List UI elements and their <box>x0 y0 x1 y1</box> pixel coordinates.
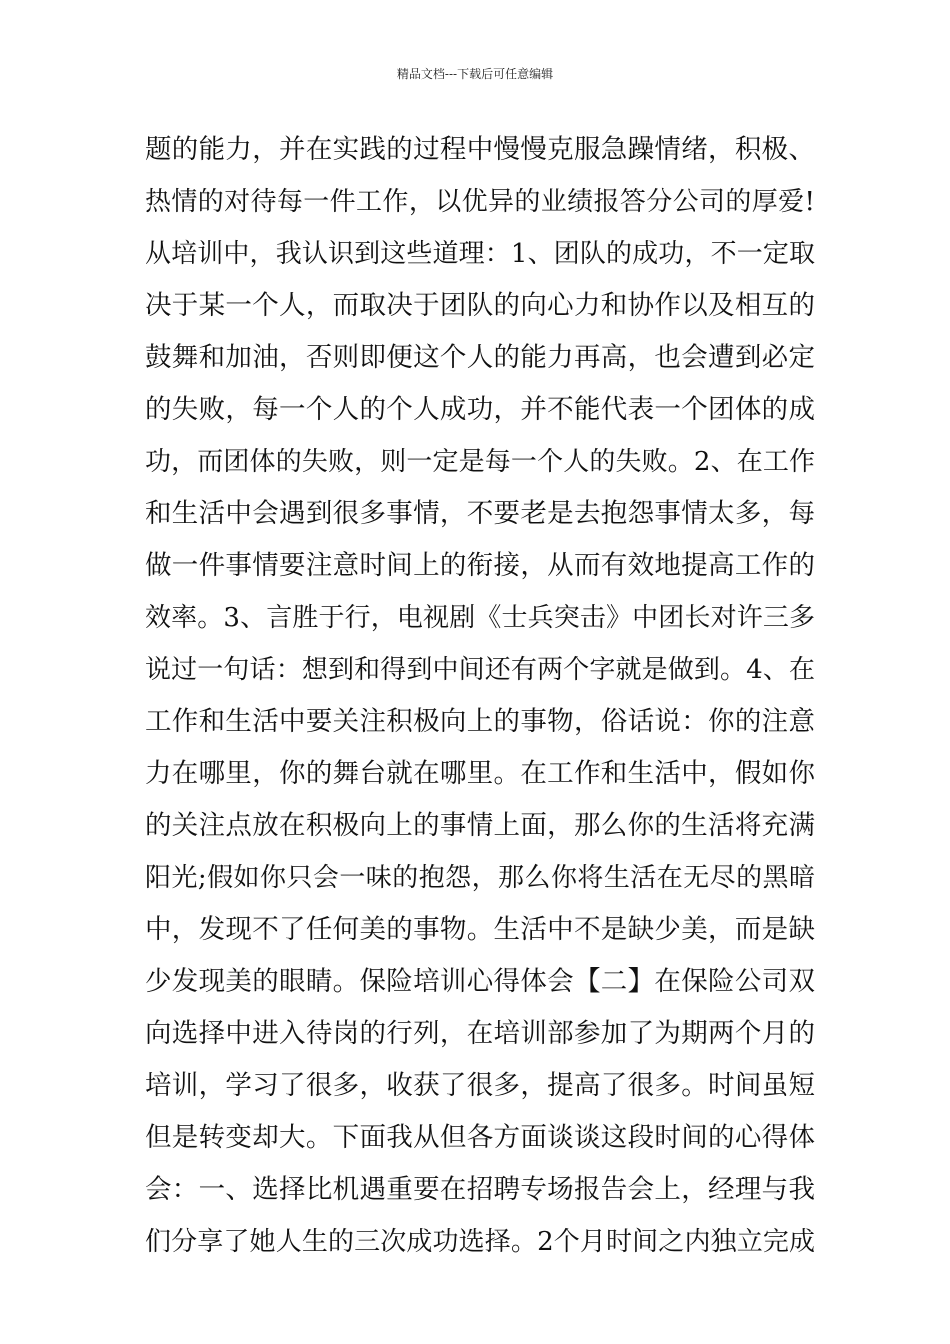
text-line: 阳光;假如你只会一味的抱怨，那么你将生活在无尽的黑暗 <box>145 863 815 893</box>
text-line: 从培训中，我认识到这些道理：1、团队的成功，不一定取 <box>145 239 815 269</box>
text-line: 效率。3、言胜于行，电视剧《士兵突击》中团长对许三多 <box>145 603 815 633</box>
text-line: 中，发现不了任何美的事物。生活中不是缺少美，而是缺 <box>145 914 815 945</box>
text-line: 们分享了她人生的三次成功选择。2个月时间之内独立完成 <box>145 1227 815 1257</box>
body-text <box>145 124 815 1268</box>
text-line: 工作和生活中要关注积极向上的事物，俗话说：你的注意 <box>145 706 815 737</box>
text-line: 鼓舞和加油，否则即便这个人的能力再高，也会遭到必定 <box>145 342 815 373</box>
text-line: 的关注点放在积极向上的事情上面，那么你的生活将充满 <box>145 810 815 841</box>
text-line: 的失败，每一个人的个人成功，并不能代表一个团体的成 <box>145 394 815 425</box>
text-line: 培训，学习了很多，收获了很多，提高了很多。时间虽短 <box>145 1070 815 1101</box>
text-line: 功，而团体的失败，则一定是每一个人的失败。2、在工作 <box>145 447 815 477</box>
text-line: 和生活中会遇到很多事情，不要老是去抱怨事情太多，每 <box>145 498 815 529</box>
text-line: 热情的对待每一件工作，以优异的业绩报答分公司的厚爱! <box>145 187 815 217</box>
text-line: 但是转变却大。下面我从但各方面谈谈这段时间的心得体 <box>145 1122 815 1153</box>
text-line: 说过一句话：想到和得到中间还有两个字就是做到。4、在 <box>145 655 815 685</box>
text-line: 做一件事情要注意时间上的衔接，从而有效地提高工作的 <box>145 550 815 581</box>
text-line: 会：一、选择比机遇重要在招聘专场报告会上，经理与我 <box>145 1174 815 1205</box>
page-header: 精品文档---下载后可任意编辑 <box>396 67 554 81</box>
text-line: 向选择中进入待岗的行列，在培训部参加了为期两个月的 <box>145 1018 815 1049</box>
text-line: 少发现美的眼睛。保险培训心得体会【二】在保险公司双 <box>145 966 815 997</box>
text-line: 力在哪里，你的舞台就在哪里。在工作和生活中，假如你 <box>145 758 815 789</box>
text-line: 决于某一个人，而取决于团队的向心力和协作以及相互的 <box>145 290 815 321</box>
text-line: 题的能力，并在实践的过程中慢慢克服急躁情绪，积极、 <box>145 134 815 165</box>
